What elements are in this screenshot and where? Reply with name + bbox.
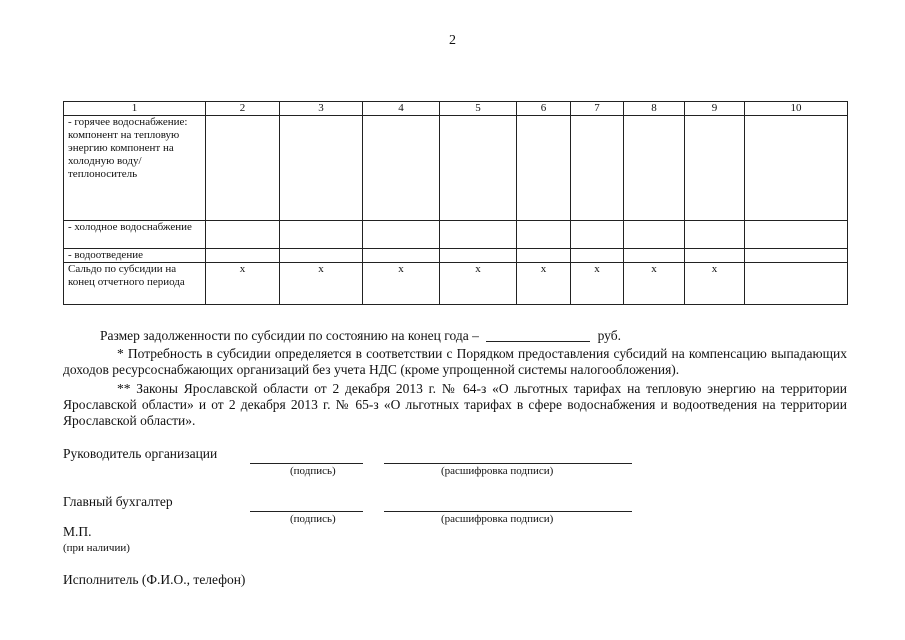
column-header: 5	[440, 102, 517, 116]
table-cell	[685, 221, 745, 249]
table-cell	[517, 116, 571, 221]
table-header-row	[64, 102, 848, 116]
accountant-signature-caption: (подпись)	[290, 513, 336, 525]
debt-suffix: руб.	[597, 328, 621, 343]
table-cell	[440, 116, 517, 221]
column-header: 2	[206, 102, 280, 116]
accountant-signature-line	[250, 511, 363, 512]
debt-prefix: Размер задолженности по субсидии по состоянию на конец года –	[100, 328, 479, 343]
table-cell	[440, 221, 517, 249]
table-cell	[571, 249, 624, 263]
column-header: 3	[280, 102, 363, 116]
table-cell	[363, 116, 440, 221]
table-cell	[685, 249, 745, 263]
table-cell	[624, 249, 685, 263]
accountant-decoding-line	[384, 511, 632, 512]
table-cell	[571, 221, 624, 249]
table-cell	[745, 116, 848, 221]
table-cell	[206, 249, 280, 263]
table-cell	[280, 116, 363, 221]
table-cell	[517, 221, 571, 249]
subsidy-table	[63, 101, 848, 305]
stamp-label: М.П.	[63, 524, 92, 539]
head-decoding-caption: (расшифровка подписи)	[441, 465, 554, 477]
table-cell	[363, 221, 440, 249]
table-cell	[206, 221, 280, 249]
column-header: 1	[64, 102, 206, 116]
table-row	[64, 116, 848, 221]
head-signature-caption: (подпись)	[290, 465, 336, 477]
table-cell	[280, 249, 363, 263]
table-cell	[206, 116, 280, 221]
table-cell	[571, 116, 624, 221]
stamp-note: (при наличии)	[63, 542, 130, 554]
table-cell	[685, 116, 745, 221]
table-cell: x	[517, 263, 571, 305]
row-label: - холодное водоснабжение	[64, 221, 206, 249]
page-number: 2	[449, 33, 456, 48]
row-label: - водоотведение	[64, 249, 206, 263]
debt-line	[100, 328, 700, 344]
footnote-subsidy-need: * Потребность в субсидии определяется в соответствии с Порядком предоставления субсидий на компенсацию выпадающих доходов ресурсоснабжающих организаций без учета НДС (кроме упрощенной системы налогообложения).	[63, 346, 847, 377]
executor-label: Исполнитель (Ф.И.О., телефон)	[63, 572, 246, 587]
table-cell: x	[571, 263, 624, 305]
column-header: 6	[517, 102, 571, 116]
column-header: 9	[685, 102, 745, 116]
column-header: 4	[363, 102, 440, 116]
column-header: 7	[571, 102, 624, 116]
table-row	[64, 221, 848, 249]
column-header: 8	[624, 102, 685, 116]
table-cell	[745, 221, 848, 249]
head-decoding-line	[384, 463, 632, 464]
table-cell	[624, 116, 685, 221]
head-signature-line	[250, 463, 363, 464]
table-cell	[440, 249, 517, 263]
table-cell	[745, 263, 848, 305]
table-row	[64, 263, 848, 305]
debt-blank	[486, 341, 590, 342]
table-cell	[517, 249, 571, 263]
table-cell: x	[685, 263, 745, 305]
table-cell: x	[206, 263, 280, 305]
chief-accountant-label: Главный бухгалтер	[63, 494, 173, 509]
table-cell: x	[363, 263, 440, 305]
table-cell	[624, 221, 685, 249]
table-cell	[745, 249, 848, 263]
table-cell: x	[280, 263, 363, 305]
table-row	[64, 249, 848, 263]
column-header: 10	[745, 102, 848, 116]
row-label: - горячее водоснабжение: компонент на тепловую энергию компонент на холодную воду/ теплоноситель	[64, 116, 206, 221]
head-of-organization-label: Руководитель организации	[63, 446, 218, 461]
table-cell	[363, 249, 440, 263]
accountant-decoding-caption: (расшифровка подписи)	[441, 513, 554, 525]
table-cell: x	[440, 263, 517, 305]
footnote-laws: ** Законы Ярославской области от 2 декабря 2013 г. № 64-з «О льготных тарифах на тепловую энергию на территории Ярославской области» и от 2 декабря 2013 г. № 65-з «О льготных тарифах в сфере водоснабжения и водоотведения на территории Ярославской области».	[63, 381, 847, 428]
table-cell	[280, 221, 363, 249]
row-label: Сальдо по субсидии на конец отчетного периода	[64, 263, 206, 305]
table-cell: x	[624, 263, 685, 305]
